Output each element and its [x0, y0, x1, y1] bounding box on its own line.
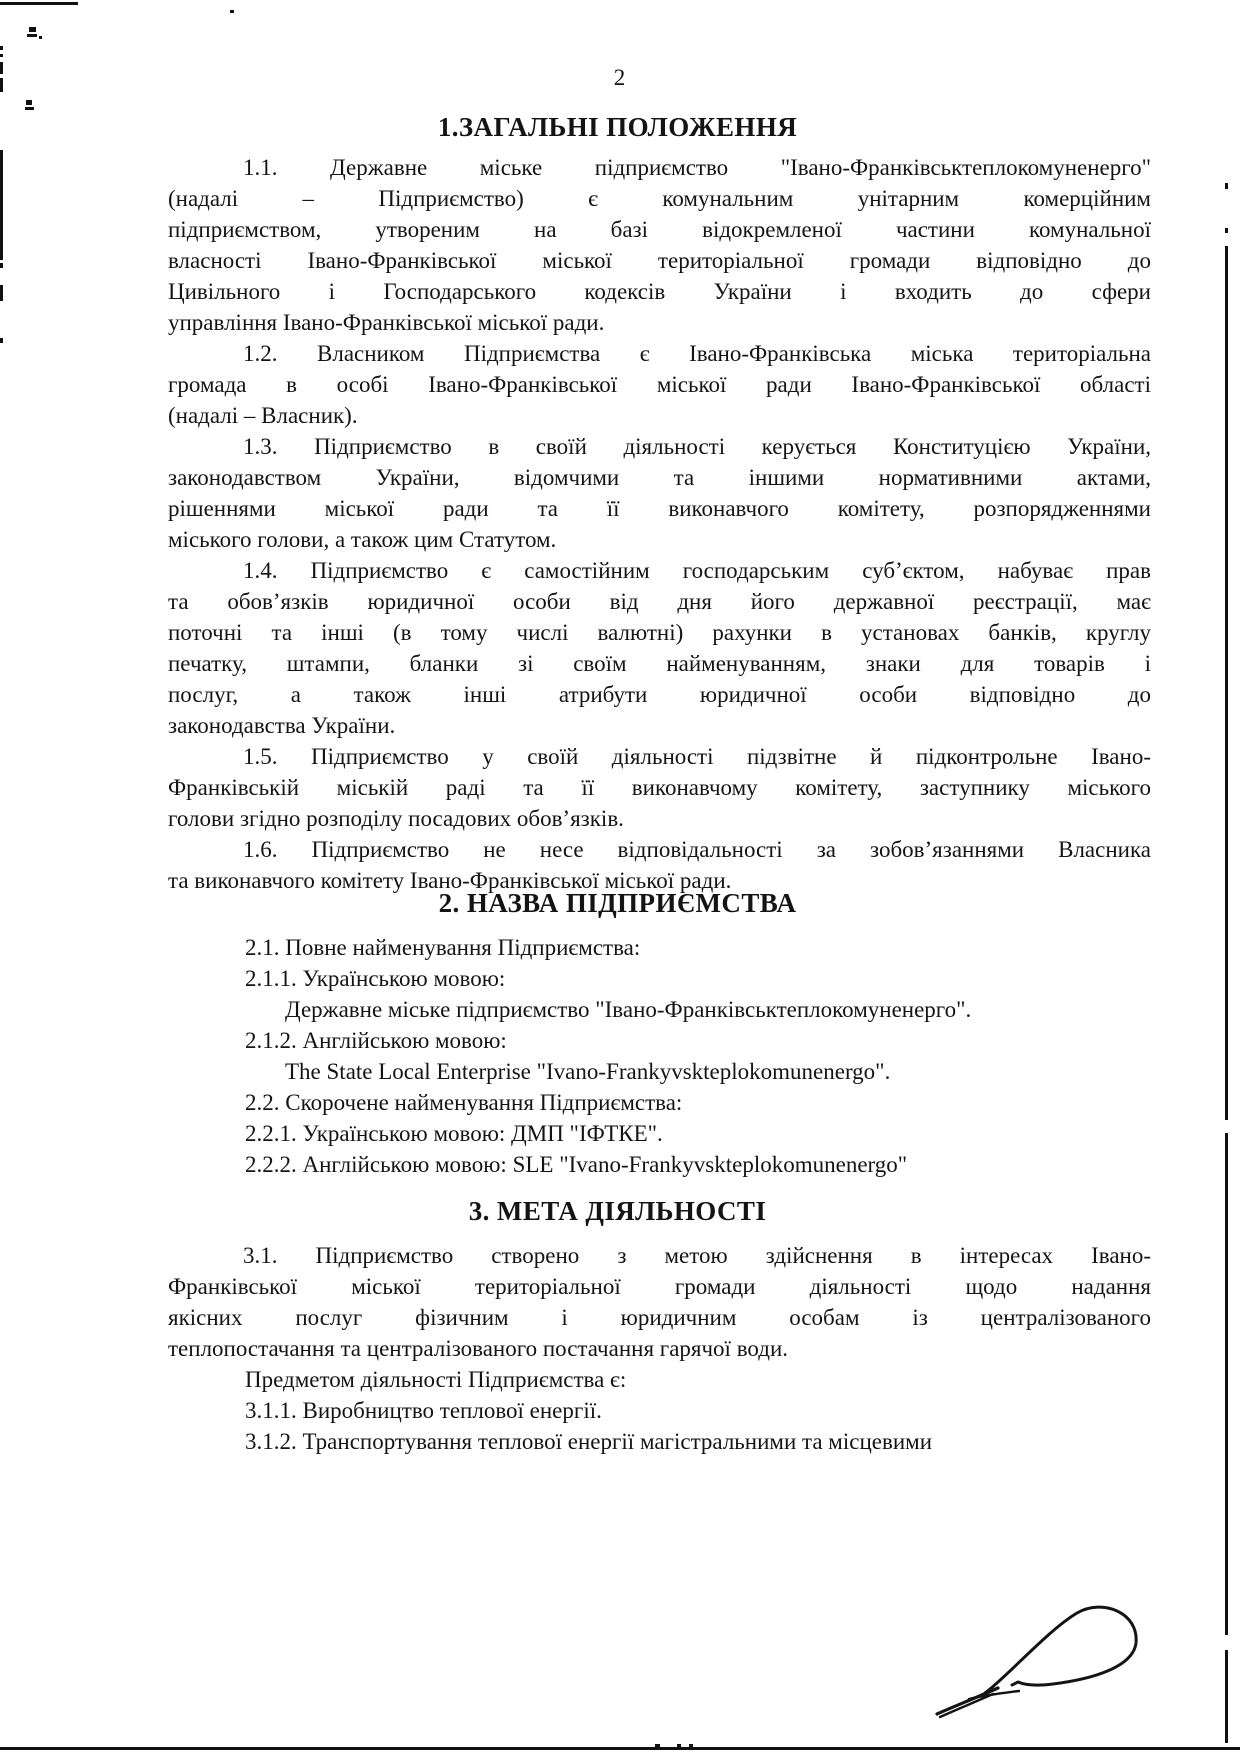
list-item: Державне міське підприємство "Івано-Франківськтеплокомуненерго". [285, 997, 972, 1022]
paragraph-line: Цивільного і Господарського кодексів України і входить до сфери [168, 279, 1151, 304]
scan-artifact-left-edge [0, 54, 3, 57]
scan-artifact-speck [689, 1744, 693, 1748]
list-item: 2.1.2. Англійською мовою: [245, 1028, 507, 1053]
list-item: 3.1.1. Виробництво теплової енергії. [245, 1398, 602, 1423]
scan-artifact-right-line [1225, 183, 1228, 189]
scan-artifact-left-edge [0, 285, 3, 301]
paragraph-line: та обов’язків юридичної особи від дня його державної реєстрації, має [168, 589, 1151, 614]
section-heading: 1.ЗАГАЛЬНІ ПОЛОЖЕННЯ [437, 112, 798, 142]
paragraph-line: 3.1. Підприємство створено з метою здійснення в інтересах Івано- [243, 1243, 1151, 1268]
section-general-provisions [168, 110, 1151, 896]
scan-artifact-speck [26, 100, 32, 105]
scan-artifact-right-line [1225, 1133, 1228, 1635]
paragraph-line: міського голови, а також цим Статутом. [168, 527, 557, 552]
paragraph-line: якісних послуг фізичним і юридичним особам із централізованого [168, 1305, 1151, 1330]
paragraph-line: 1.4. Підприємство є самостійним господарським суб’єктом, набуває прав [243, 558, 1151, 583]
scan-artifact-left-edge [0, 150, 3, 260]
list-item: 2.2.1. Українською мовою: ДМП "ІФТКЕ". [245, 1121, 663, 1146]
scan-artifact-speck [39, 36, 42, 39]
list-item: 3.1.2. Транспортування теплової енергії магістральними та місцевими [245, 1429, 933, 1454]
paragraph-line: голови згідно розподілу посадових обов’язків. [168, 806, 624, 831]
paragraph-line: 1.1. Державне міське підприємство "Івано-Франківськтеплокомуненерго" [243, 155, 1151, 180]
scan-artifact-bottom-line [0, 1747, 1240, 1750]
list-item: 2.1. Повне найменування Підприємства: [245, 935, 641, 960]
section-heading: 3. МЕТА ДІЯЛЬНОСТІ [468, 1196, 767, 1226]
scan-artifact-left-edge [0, 78, 3, 92]
paragraph-line: рішеннями міської ради та її виконавчого комітету, розпорядженнями [168, 496, 1151, 521]
list-item: Предметом діяльності Підприємства є: [245, 1367, 627, 1392]
paragraph-line: печатку, штампи, бланки зі своїм найменуванням, знаки для товарів і [168, 651, 1151, 676]
scan-artifact-right-line [1225, 1650, 1228, 1743]
paragraph-line: 1.2. Власником Підприємства є Івано-Франківська міська територіальна [243, 341, 1151, 366]
scan-artifact-right-line [1225, 228, 1228, 233]
section-heading: 2. НАЗВА ПІДПРИЄМСТВА [438, 888, 797, 918]
paragraph-line: (надалі – Підприємство) є комунальним унітарним комерційним [168, 186, 1151, 211]
scan-artifact-left-edge [0, 338, 3, 343]
list-item: 2.2.2. Англійською мовою: SLE "Ivano-Frankyvskteplokomunenergo" [245, 1152, 908, 1177]
scan-artifact-speck [655, 1744, 660, 1748]
scan-artifact-right-line [1225, 246, 1228, 1120]
paragraph-line: громада в особі Івано-Франківської міської ради Івано-Франківської області [168, 372, 1151, 397]
scan-artifact-left-edge [0, 62, 3, 74]
scan-artifact-left-edge [0, 263, 3, 268]
paragraph-1-1 [168, 152, 1151, 338]
paragraph-1-3 [168, 431, 1151, 555]
paragraph-1-5 [168, 741, 1151, 834]
paragraph-line: Франківській міській раді та її виконавчому комітету, заступнику міського [168, 775, 1151, 800]
scan-artifact-left-edge [0, 46, 3, 50]
paragraph-1-2 [168, 338, 1151, 431]
paragraph-line: управління Івано-Франківської міської ради. [168, 310, 605, 335]
paragraph-1-4 [168, 555, 1151, 741]
paragraph-line: законодавства України. [168, 713, 396, 738]
section-enterprise-name [168, 886, 1151, 1180]
paragraph-line: та виконавчого комітету Івано-Франківської міської ради. [168, 868, 732, 893]
signature-flourish-icon [925, 1597, 1155, 1727]
scan-artifact-speck [677, 1744, 681, 1748]
paragraph-line: підприємством, утвореним на базі відокремленої частини комунальної [168, 217, 1151, 242]
paragraph-line: власності Івано-Франківської міської територіальної громади відповідно до [168, 248, 1151, 273]
paragraph-line: послуг, а також інші атрибути юридичної особи відповідно до [168, 682, 1151, 707]
paragraph-3-1 [168, 1240, 1151, 1364]
paragraph-line: Франківської міської територіальної громади діяльності щодо надання [168, 1274, 1151, 1299]
paragraph-line: 1.5. Підприємство у своїй діяльності підзвітне й підконтрольне Івано- [243, 744, 1151, 769]
paragraph-line: законодавством України, відомчими та іншими нормативними актами, [168, 465, 1151, 490]
section-purpose-of-activity [168, 1194, 1151, 1457]
page-number: 2 [613, 65, 626, 90]
list-item: 2.2. Скорочене найменування Підприємства: [245, 1090, 683, 1115]
paragraph-line: 1.3. Підприємство в своїй діяльності керується Конституцією України, [243, 434, 1151, 459]
list-item: 2.1.1. Українською мовою: [245, 966, 506, 991]
scan-artifact-top-dot [230, 10, 234, 13]
scan-artifact-speck [27, 34, 37, 37]
paragraph-line: (надалі – Власник). [168, 403, 358, 428]
paragraph-line: 1.6. Підприємство не несе відповідальності за зобов’язаннями Власника [243, 837, 1151, 862]
paragraph-line: теплопостачання та централізованого постачання гарячої води. [168, 1336, 789, 1361]
scan-artifact-speck [25, 107, 34, 110]
scan-artifact-speck [29, 27, 36, 32]
paragraph-line: поточні та інші (в тому числі валютні) рахунки в установах банків, круглу [168, 620, 1151, 645]
scan-artifact-top-line [0, 2, 78, 5]
list-item: The State Local Enterprise "Ivano-Frankyvskteplokomunenergo". [285, 1059, 891, 1084]
